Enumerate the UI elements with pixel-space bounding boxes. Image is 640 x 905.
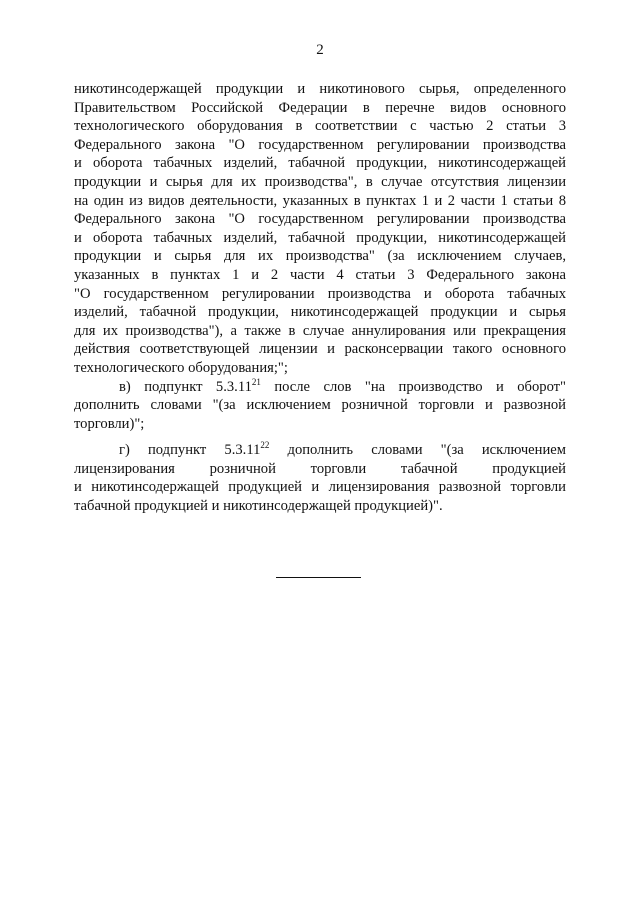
text-line-first xyxy=(74,378,566,397)
text-line: табачной продукцией и никотинсодержащей продукцией)". xyxy=(74,498,443,515)
text-line: Федерального закона "О государственном регулировании производства xyxy=(74,136,566,153)
text-line: дополнить словами "(за исключением розничной торговли и развозной xyxy=(74,397,566,414)
text-line: никотинсодержащей продукции и никотинового сырья, определенного xyxy=(74,81,566,97)
footnote-superscript: 21 xyxy=(251,376,261,387)
end-divider-line xyxy=(276,577,361,578)
paragraph-continuation xyxy=(74,80,566,378)
document-body xyxy=(74,80,566,516)
text-line: технологического оборудования в соответствии с частью 2 статьи 3 xyxy=(74,118,566,135)
text-line: указанных в пунктах 1 и 2 части 4 статьи 3 Федерального закона xyxy=(74,266,566,283)
text-line: и оборота табачных изделий, табачной продукции, никотинсодержащей xyxy=(74,229,566,246)
text-line: "О государственном регулировании производства и оборота табачных xyxy=(74,285,566,302)
page-number: 2 xyxy=(316,42,324,58)
item-lead-text: в) подпункт 5.3.11 xyxy=(119,378,252,395)
paragraph-item-g xyxy=(74,441,566,515)
text-line: для их производства"), а также в случае аннулирования или прекращения xyxy=(74,322,566,339)
text-line: продукции и сырья для их производства" (за исключением случаев, xyxy=(74,248,566,265)
item-rest-text: после слов "на производство и оборот" xyxy=(260,378,567,395)
footnote-superscript: 22 xyxy=(260,440,270,451)
text-line: и никотинсодержащей продукцией и лицензирования развозной торговли xyxy=(74,479,566,496)
text-line: Правительством Российской Федерации в перечне видов основного xyxy=(74,99,566,116)
text-line: Федерального закона "О государственном регулировании производства xyxy=(74,211,566,228)
item-rest-text: дополнить словами "(за исключением xyxy=(269,442,566,459)
text-line: на один из видов деятельности, указанных в пунктах 1 и 2 части 1 статьи 8 xyxy=(74,192,566,209)
paragraph-item-v xyxy=(74,378,566,434)
text-line: лицензирования розничной торговли табачной продукцией xyxy=(74,460,566,477)
text-line: продукции и сырья для их производства", в случае отсутствия лицензии xyxy=(74,173,566,190)
text-line: изделий, табачной продукции, никотинсодержащей продукции и сырья xyxy=(74,304,566,321)
text-line: действия соответствующей лицензии и расконсервации такого основного xyxy=(74,341,566,358)
text-line: торговли)"; xyxy=(74,415,145,432)
text-line: технологического оборудования;"; xyxy=(74,359,288,376)
text-line: и оборота табачных изделий, табачной продукции, никотинсодержащей xyxy=(74,155,566,172)
item-lead-text: г) подпункт 5.3.11 xyxy=(119,442,261,459)
text-line-first xyxy=(74,441,566,460)
